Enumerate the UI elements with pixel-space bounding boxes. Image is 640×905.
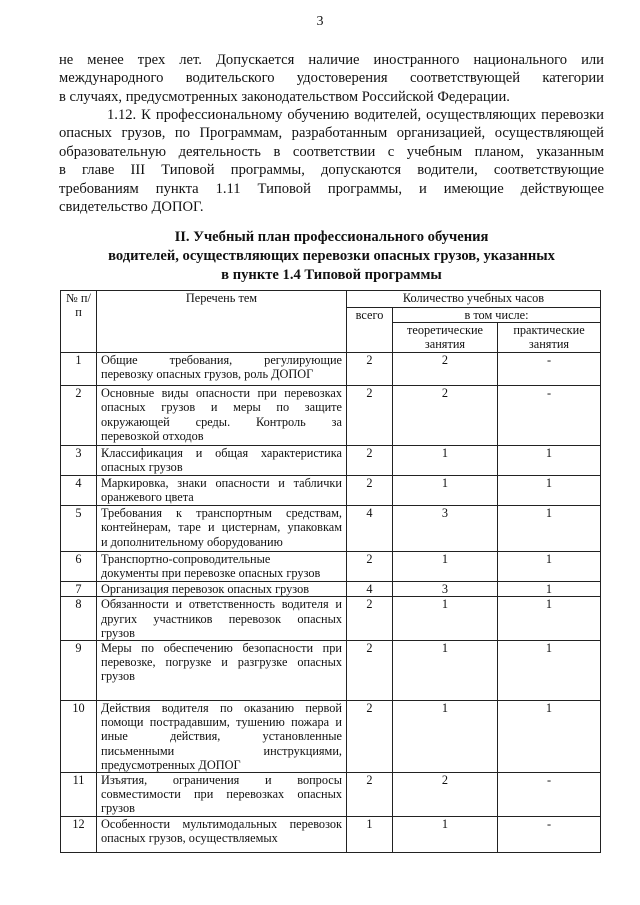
row-theory-hours: 1 — [393, 641, 498, 701]
topic-line: Особенности мультимодальных перевозок — [101, 817, 342, 832]
row-number: 10 — [61, 701, 97, 773]
row-theory-hours: 1 — [393, 446, 498, 476]
header-theory: теоретические занятия — [393, 323, 498, 353]
table-row — [61, 773, 601, 817]
heading-line: водителей, осуществляющих перевозки опасных грузов, указанных — [108, 248, 555, 265]
topic-line: Общие требования, регулирующие — [101, 353, 342, 368]
row-topic — [97, 506, 347, 552]
row-total-hours: 2 — [347, 773, 393, 817]
heading-line: в пункте 1.4 Типовой программы — [221, 267, 442, 284]
row-number: 2 — [61, 386, 97, 446]
table-row — [61, 386, 601, 446]
row-total-hours: 2 — [347, 386, 393, 446]
row-theory-hours: 2 — [393, 773, 498, 817]
text-line: требованиям пункта 1.11 Типовой программы, и имеющие действующее — [59, 180, 604, 197]
row-practice-hours: 1 — [498, 446, 601, 476]
row-topic — [97, 582, 347, 597]
row-theory-hours: 1 — [393, 597, 498, 641]
row-number: 8 — [61, 597, 97, 641]
header-including: в том числе: — [393, 308, 601, 323]
topic-line: грузов — [101, 625, 135, 640]
row-number: 3 — [61, 446, 97, 476]
row-number: 12 — [61, 817, 97, 853]
table-row — [61, 552, 601, 582]
header-num: № п/п — [61, 291, 97, 353]
topic-line: перевозку опасных грузов, роль ДОПОГ — [101, 367, 314, 382]
topic-line: предусмотренных ДОПОГ — [101, 757, 241, 772]
row-number: 6 — [61, 552, 97, 582]
row-number: 7 — [61, 582, 97, 597]
table-row — [61, 641, 601, 701]
row-topic — [97, 552, 347, 582]
table-row — [61, 446, 601, 476]
header-total: всего — [347, 308, 393, 353]
row-number: 9 — [61, 641, 97, 701]
row-practice-hours: - — [498, 386, 601, 446]
topic-line: Основные виды опасности при перевозках — [101, 386, 342, 401]
topic-line: других участников перевозок опасных — [101, 611, 342, 626]
table-row — [61, 476, 601, 506]
topic-line: грузов — [101, 801, 135, 816]
table-body — [61, 353, 601, 853]
row-total-hours: 2 — [347, 552, 393, 582]
topic-line: иные действия, установленные — [101, 729, 342, 744]
row-practice-hours: 1 — [498, 506, 601, 552]
row-practice-hours: 1 — [498, 582, 601, 597]
row-topic — [97, 817, 347, 853]
topic-line: Организация перевозок опасных грузов — [101, 582, 310, 597]
text-line: 1.12. К профессиональному обучению водителей, осуществляющих перевозки — [107, 107, 604, 123]
row-topic — [97, 476, 347, 506]
row-topic — [97, 773, 347, 817]
row-topic — [97, 353, 347, 386]
topic-line: и дополнительному оборудованию — [101, 534, 283, 549]
topic-line: Изъятия, ограничения и вопросы — [101, 773, 342, 788]
row-total-hours: 1 — [347, 817, 393, 853]
row-theory-hours: 2 — [393, 353, 498, 386]
topic-line: Меры по обеспечению безопасности при — [101, 641, 342, 656]
row-practice-hours: - — [498, 353, 601, 386]
topic-line: Маркировка, знаки опасности и таблички — [101, 476, 342, 491]
curriculum-table — [60, 290, 601, 853]
row-number: 1 — [61, 353, 97, 386]
row-practice-hours: 1 — [498, 641, 601, 701]
topic-line: окружающей среды. Контроль за — [101, 414, 342, 429]
row-practice-hours: 1 — [498, 476, 601, 506]
row-practice-hours: - — [498, 817, 601, 853]
row-total-hours: 2 — [347, 701, 393, 773]
text-line: не менее трех лет. Допускается наличие иностранного национального или — [59, 52, 604, 68]
topic-line: опасных грузов и меры по защите — [101, 400, 342, 415]
table-row — [61, 582, 601, 597]
topic-line: совместимости при перевозках опасных — [101, 787, 342, 802]
text-line: международного водительского удостоверения соответствующей категории — [59, 70, 604, 87]
topic-line: контейнерам, таре и цистернам, упаковкам — [101, 520, 342, 535]
row-number: 11 — [61, 773, 97, 817]
row-total-hours: 2 — [347, 641, 393, 701]
heading-line: II. Учебный план профессионального обучения — [174, 229, 489, 245]
row-total-hours: 2 — [347, 353, 393, 386]
table-row — [61, 506, 601, 552]
topic-line: грузов — [101, 669, 135, 684]
row-topic — [97, 597, 347, 641]
row-practice-hours: 1 — [498, 701, 601, 773]
header-topics: Перечень тем — [97, 291, 347, 353]
table-row — [61, 817, 601, 853]
text-line: в случаях, предусмотренных законодательством Российской Федерации. — [59, 88, 510, 105]
row-total-hours: 4 — [347, 506, 393, 552]
header-practice: практические занятия — [498, 323, 601, 353]
text-line: свидетельство ДОПОГ. — [59, 199, 204, 216]
row-theory-hours: 1 — [393, 701, 498, 773]
row-topic — [97, 386, 347, 446]
table-header — [61, 291, 601, 353]
header-hours: Количество учебных часов — [347, 291, 601, 308]
row-topic — [97, 641, 347, 701]
row-topic — [97, 446, 347, 476]
topic-line: Обязанности и ответственность водителя и — [101, 597, 342, 612]
row-theory-hours: 3 — [393, 506, 498, 552]
text-line: образовательную деятельность в соответствии с учебным планом, указанным — [59, 143, 604, 160]
row-theory-hours: 1 — [393, 817, 498, 853]
row-theory-hours: 1 — [393, 552, 498, 582]
page-number: 3 — [316, 14, 324, 29]
row-practice-hours: 1 — [498, 552, 601, 582]
topic-line: оранжевого цвета — [101, 490, 194, 505]
row-number: 4 — [61, 476, 97, 506]
text-line: опасных грузов, по Программам, разработанным организацией, осуществляющей — [59, 125, 604, 142]
row-theory-hours: 1 — [393, 476, 498, 506]
topic-line: опасных грузов — [101, 460, 183, 475]
row-practice-hours: - — [498, 773, 601, 817]
row-theory-hours: 2 — [393, 386, 498, 446]
row-total-hours: 2 — [347, 597, 393, 641]
row-total-hours: 2 — [347, 446, 393, 476]
text-line: в главе III Типовой программы, допускаются водители, соответствующие — [59, 162, 604, 179]
topic-line: документы при перевозке опасных грузов — [101, 566, 321, 581]
topic-line: Классификация и общая характеристика — [101, 446, 342, 461]
row-number: 5 — [61, 506, 97, 552]
section-heading — [59, 228, 604, 286]
topic-line: Действия водителя по оказанию первой — [101, 701, 342, 716]
row-theory-hours: 3 — [393, 582, 498, 597]
topic-line: Транспортно-сопроводительные — [101, 552, 271, 567]
table-row — [61, 597, 601, 641]
topic-line: перевозкой отходов — [101, 428, 204, 443]
topic-line: помощи пострадавшим, тушению пожара и — [101, 715, 342, 730]
table-row — [61, 353, 601, 386]
paragraph-1-12 — [59, 106, 604, 216]
paragraph-driving-license — [59, 51, 604, 106]
row-practice-hours: 1 — [498, 597, 601, 641]
table-row — [61, 701, 601, 773]
row-total-hours: 2 — [347, 476, 393, 506]
row-topic — [97, 701, 347, 773]
topic-line: письменными инструкциями, — [101, 743, 342, 758]
topic-line: перевозке, погрузке и разгрузке опасных — [101, 655, 342, 670]
row-total-hours: 4 — [347, 582, 393, 597]
topic-line: Требования к транспортным средствам, — [101, 506, 342, 521]
topic-line: опасных грузов, осуществляемых — [101, 831, 278, 846]
